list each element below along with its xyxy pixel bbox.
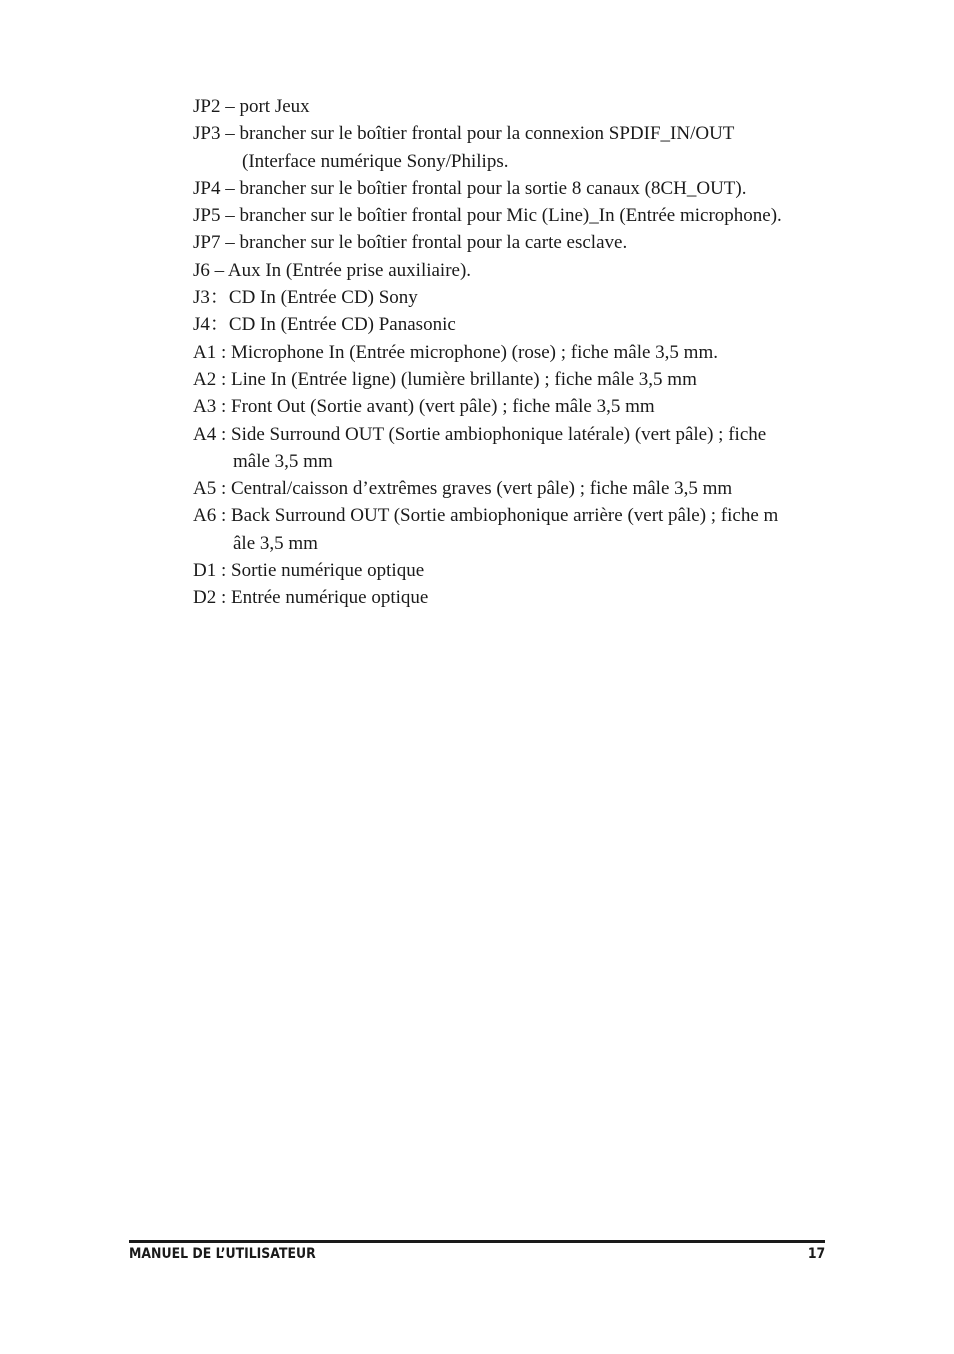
list-item [193,175,833,202]
list-item [193,229,833,256]
list-item [193,421,833,476]
list-item [193,257,833,284]
entry-text: JP7 – brancher sur le boîtier frontal pour la carte esclave. [193,232,628,254]
list-item [193,584,833,611]
entry-continuation: (Interface numérique Sony/Philips. [242,150,509,172]
entry-text: JP5 – brancher sur le boîtier frontal pour Mic (Line)_In (Entrée microphone). [193,205,782,227]
entry-text: A6 : Back Surround OUT (Sortie ambiophonique arrière (vert pâle) ; fiche m [193,505,779,527]
footer-divider [129,1240,825,1243]
entry-text: J3：CD In (Entrée CD) Sony [193,287,418,309]
entry-continuation: mâle 3,5 mm [233,450,333,472]
list-item [193,475,833,502]
list-item [193,502,833,557]
connector-list [193,93,833,612]
entry-text: JP4 – brancher sur le boîtier frontal pour la sortie 8 canaux (8CH_OUT). [193,177,747,199]
entry-text: A5 : Central/caisson d’extrêmes graves (vert pâle) ; fiche mâle 3,5 mm [193,478,733,500]
list-item [193,120,833,175]
list-item [193,311,833,338]
list-item [193,202,833,229]
list-item [193,366,833,393]
list-item [193,557,833,584]
list-item [193,284,833,311]
footer-title: MANUEL DE L’UTILISATEUR [129,1246,316,1262]
entry-text: D1 : Sortie numérique optique [193,560,425,582]
list-item [193,339,833,366]
entry-text: A4 : Side Surround OUT (Sortie ambiophonique latérale) (vert pâle) ; fiche [193,423,767,445]
entry-text: J4：CD In (Entrée CD) Panasonic [193,314,456,336]
entry-text: JP2 – port Jeux [193,96,310,117]
entry-text: D2 : Entrée numérique optique [193,587,429,609]
entry-text: A1 : Microphone In (Entrée microphone) (rose) ; fiche mâle 3,5 mm. [193,341,718,363]
entry-text: J6 – Aux In (Entrée prise auxiliaire). [193,259,472,281]
entry-text: JP3 – brancher sur le boîtier frontal pour la connexion SPDIF_IN/OUT [193,123,735,145]
entry-continuation: âle 3,5 mm [233,532,318,554]
page-number: 17 [807,1246,825,1262]
list-item [193,93,833,120]
entry-text: A2 : Line In (Entrée ligne) (lumière brillante) ; fiche mâle 3,5 mm [193,368,697,390]
entry-text: A3 : Front Out (Sortie avant) (vert pâle) ; fiche mâle 3,5 mm [193,396,655,418]
list-item [193,393,833,420]
